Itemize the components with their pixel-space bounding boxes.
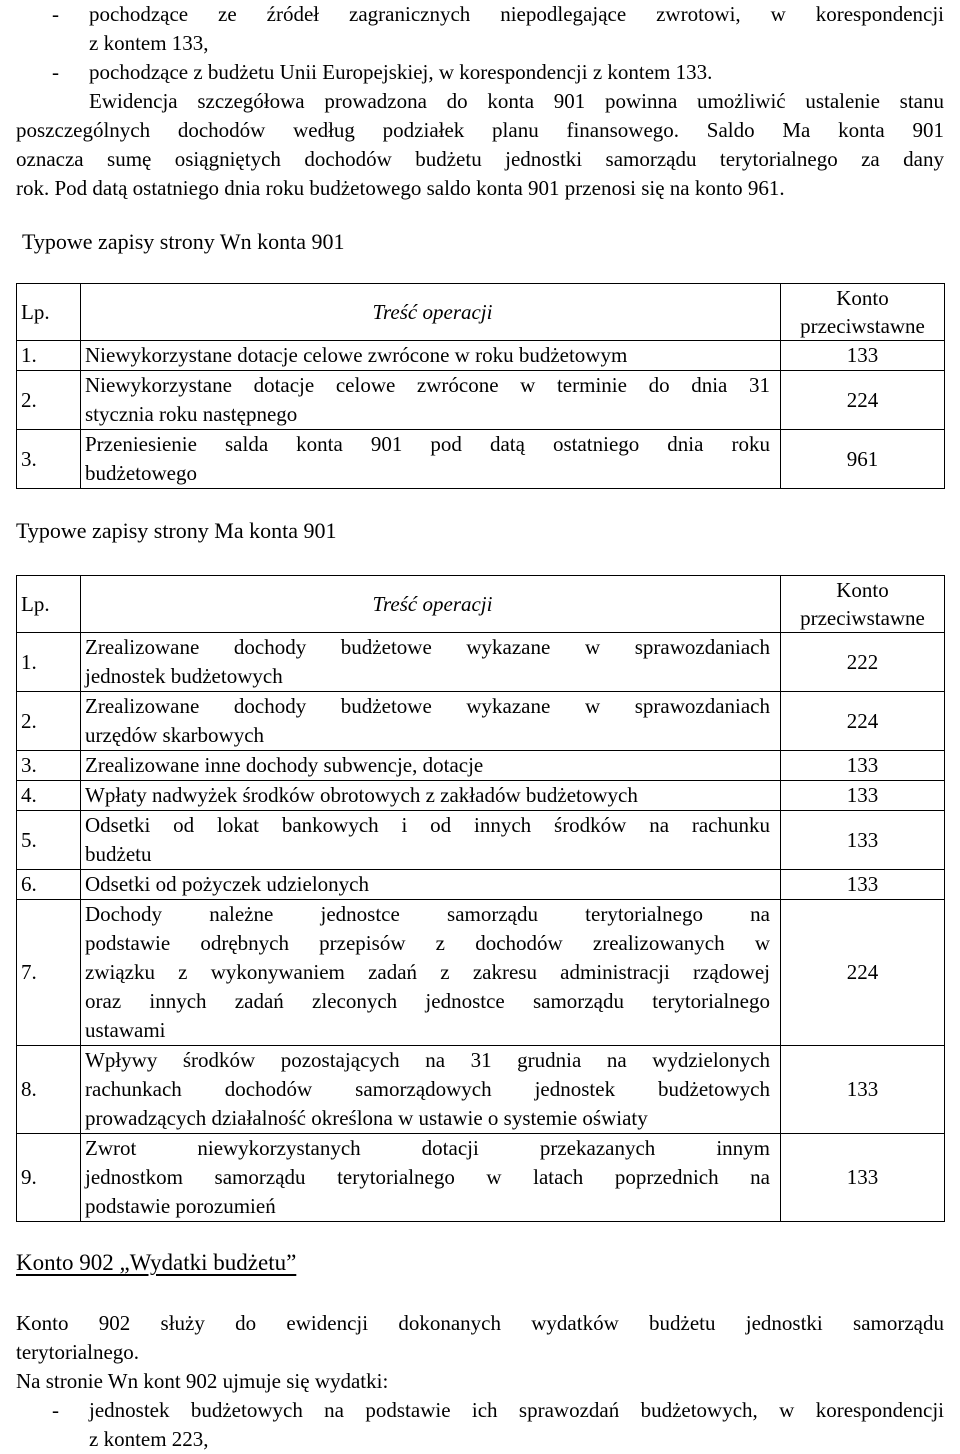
row-description-line: urzędów skarbowych xyxy=(85,723,265,747)
row-description-line: podstawie odrębnych przepisów z dochodów zrealizowanych w xyxy=(85,931,770,955)
intro-paragraph-line-4: rok. Pod datą ostatniego dnia roku budżetowego saldo konta 901 przenosi się na konto 961. xyxy=(16,176,785,200)
row-description xyxy=(81,341,781,371)
row-description-line: budżetu xyxy=(85,842,152,866)
row-lp: 4. xyxy=(17,781,81,811)
row-lp: 5. xyxy=(17,811,81,870)
row-contra-account: 133 xyxy=(781,781,945,811)
row-description xyxy=(81,1046,781,1134)
table-row xyxy=(17,371,945,430)
row-lp: 2. xyxy=(17,371,81,430)
row-lp: 8. xyxy=(17,1046,81,1134)
row-description xyxy=(81,633,781,692)
row-description-line: oraz innych zadań zleconych jednostce samorządu terytorialnego xyxy=(85,989,770,1013)
header-acct-line-1: Konto xyxy=(836,578,889,602)
table-row xyxy=(17,900,945,1046)
row-description-line: Zwrot niewykorzystanych dotacji przekazanych innym xyxy=(85,1136,770,1160)
row-contra-account: 224 xyxy=(781,692,945,751)
header-description: Treść operacji xyxy=(81,284,781,341)
intro-paragraph-line-1: Ewidencja szczegółowa prowadzona do konta 901 powinna umożliwić ustalenie stanu xyxy=(89,89,944,113)
row-description xyxy=(81,430,781,489)
intro-bullet-2-text: pochodzące z budżetu Unii Europejskiej, w korespondencji z kontem 133. xyxy=(89,60,713,84)
intro-block xyxy=(16,0,944,203)
table-row xyxy=(17,430,945,489)
row-description-line: Odsetki od pożyczek udzielonych xyxy=(85,872,369,896)
konto-902-block xyxy=(16,1309,944,1454)
row-description xyxy=(81,371,781,430)
intro-paragraph-line-3: oznacza sumę osiągniętych dochodów budżetu jednostki samorządu terytorialnego za dany xyxy=(16,147,944,171)
row-description-line: jednostkom samorządu terytorialnego w latach poprzednich na xyxy=(85,1165,770,1189)
row-contra-account: 133 xyxy=(781,341,945,371)
konto-902-title: Konto 902 „Wydatki budżetu” xyxy=(16,1250,297,1275)
table-row xyxy=(17,751,945,781)
row-description xyxy=(81,811,781,870)
konto-902-paragraph-line-1: Konto 902 służy do ewidencji dokonanych wydatków budżetu jednostki samorządu xyxy=(16,1311,944,1335)
row-description xyxy=(81,870,781,900)
row-contra-account: 224 xyxy=(781,900,945,1046)
row-description-line: rachunkach dochodów samorządowych jednostek budżetowych xyxy=(85,1077,770,1101)
row-description xyxy=(81,692,781,751)
row-lp: 2. xyxy=(17,692,81,751)
table-row xyxy=(17,1046,945,1134)
row-description-line: Zrealizowane inne dochody subwencje, dotacje xyxy=(85,753,484,777)
table-row xyxy=(17,781,945,811)
intro-bullet-1-cont xyxy=(16,29,944,58)
row-lp: 9. xyxy=(17,1134,81,1222)
table-row xyxy=(17,341,945,371)
intro-bullet-1-line1: pochodzące ze źródeł zagranicznych niepodlegające zwrotowi, w korespondencji xyxy=(89,2,944,26)
header-lp: Lp. xyxy=(17,284,81,341)
row-description-line: stycznia roku następnego xyxy=(85,402,298,426)
row-description-line: Odsetki od lokat bankowych i od innych środków na rachunku xyxy=(85,813,770,837)
row-description-line: Wpływy środków pozostających na 31 grudnia na wydzielonych xyxy=(85,1048,770,1072)
row-contra-account: 133 xyxy=(781,751,945,781)
row-description-line: związku z wykonywaniem zadań z zakresu administracji rządowej xyxy=(85,960,770,984)
konto-902-bullet-1-cont xyxy=(16,1425,944,1454)
header-contra-account xyxy=(781,284,945,341)
row-contra-account: 133 xyxy=(781,1046,945,1134)
row-description-line: podstawie porozumień xyxy=(85,1194,276,1218)
row-description-line: Dochody należne jednostce samorządu terytorialnego na xyxy=(85,902,770,926)
table-header-row xyxy=(17,284,945,341)
row-contra-account: 133 xyxy=(781,811,945,870)
row-contra-account: 133 xyxy=(781,1134,945,1222)
row-lp: 7. xyxy=(17,900,81,1046)
row-lp: 1. xyxy=(17,633,81,692)
konto-902-paragraph-line-2: terytorialnego. xyxy=(16,1340,140,1364)
row-description-line: Niewykorzystane dotacje celowe zwrócone w terminie do dnia 31 xyxy=(85,373,770,397)
row-description xyxy=(81,781,781,811)
row-description-line: Wpłaty nadwyżek środków obrotowych z zakładów budżetowych xyxy=(85,783,638,807)
intro-bullet-1-line2: z kontem 133, xyxy=(89,31,209,55)
row-contra-account: 224 xyxy=(781,371,945,430)
header-acct-line-1: Konto xyxy=(836,286,889,310)
header-contra-account xyxy=(781,576,945,633)
row-description-line: ustawami xyxy=(85,1018,166,1042)
row-description-line: Niewykorzystane dotacje celowe zwrócone w roku budżetowym xyxy=(85,343,628,367)
table-row xyxy=(17,692,945,751)
konto-902-wn-line: Na stronie Wn kont 902 ujmuje się wydatki: xyxy=(16,1369,389,1393)
intro-paragraph-line-2: poszczególnych dochodów według podziałek planu finansowego. Saldo Ma konta 901 xyxy=(16,118,944,142)
intro-bullet-2 xyxy=(16,58,944,87)
row-contra-account: 961 xyxy=(781,430,945,489)
wn-records-table xyxy=(16,283,945,489)
ma-section-title: Typowe zapisy strony Ma konta 901 xyxy=(16,518,337,543)
bullet-dash: - xyxy=(52,60,59,84)
table-row xyxy=(17,870,945,900)
bullet-dash: - xyxy=(52,1398,59,1422)
row-lp: 3. xyxy=(17,751,81,781)
row-description-line: Zrealizowane dochody budżetowe wykazane w sprawozdaniach xyxy=(85,694,770,718)
row-description xyxy=(81,900,781,1046)
intro-bullet-1 xyxy=(16,0,944,29)
header-lp: Lp. xyxy=(17,576,81,633)
konto-902-bullet-1-line2: z kontem 223, xyxy=(89,1427,209,1451)
header-acct-line-2: przeciwstawne xyxy=(800,314,925,338)
ma-records-table xyxy=(16,575,945,1222)
row-description xyxy=(81,1134,781,1222)
table-header-row xyxy=(17,576,945,633)
row-description-line: prowadzących działalność określona w ustawie o systemie oświaty xyxy=(85,1106,648,1130)
table-row xyxy=(17,633,945,692)
row-description-line: budżetowego xyxy=(85,461,197,485)
konto-902-bullet-1 xyxy=(16,1396,944,1425)
bullet-dash: - xyxy=(52,2,59,26)
row-contra-account: 222 xyxy=(781,633,945,692)
konto-902-bullet-1-line1: jednostek budżetowych na podstawie ich sprawozdań budżetowych, w korespondencji xyxy=(89,1398,944,1422)
table-row xyxy=(17,1134,945,1222)
wn-section-title: Typowe zapisy strony Wn konta 901 xyxy=(22,229,345,254)
row-description-line: Zrealizowane dochody budżetowe wykazane w sprawozdaniach xyxy=(85,635,770,659)
row-lp: 1. xyxy=(17,341,81,371)
row-lp: 3. xyxy=(17,430,81,489)
row-lp: 6. xyxy=(17,870,81,900)
row-description-line: jednostek budżetowych xyxy=(85,664,283,688)
row-description-line: Przeniesienie salda konta 901 pod datą ostatniego dnia roku xyxy=(85,432,770,456)
row-contra-account: 133 xyxy=(781,870,945,900)
table-row xyxy=(17,811,945,870)
header-acct-line-2: przeciwstawne xyxy=(800,606,925,630)
row-description xyxy=(81,751,781,781)
header-description: Treść operacji xyxy=(81,576,781,633)
